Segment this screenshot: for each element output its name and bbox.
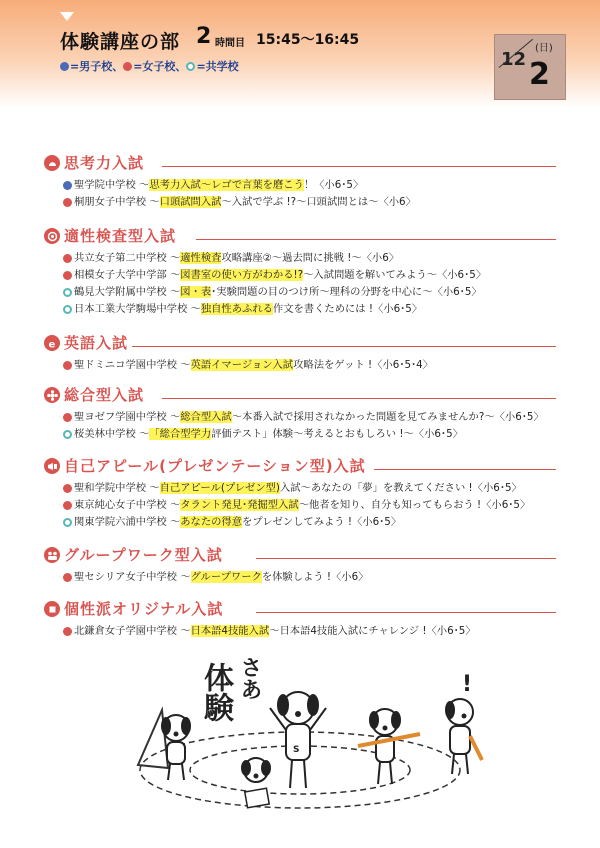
session-text (62, 286, 482, 298)
section-title: 思考力入試 (64, 154, 145, 172)
month: 12 (501, 49, 527, 70)
coed-school-dot-icon (63, 305, 72, 314)
letter-e-icon (44, 335, 60, 351)
female-school-dot-icon (63, 254, 72, 263)
session-text (62, 499, 530, 511)
separator: 〜 (187, 303, 201, 315)
separator: 〜 (146, 196, 160, 208)
highlighted-topic: 口頭試問入試 (159, 196, 222, 208)
session-detail: ！〈小6･5〉 (303, 179, 364, 191)
female-school-dot-icon (123, 62, 132, 71)
day: 2 (529, 57, 550, 92)
section-3 (44, 332, 556, 374)
coed-school-ring-icon (186, 62, 195, 71)
megaphone-icon (44, 458, 60, 474)
school-name: 鶴見大学附属中学校 (74, 286, 167, 298)
section-rule (374, 469, 556, 470)
highlighted-topic: 独自性あふれる (200, 303, 273, 315)
session-row[interactable] (44, 497, 556, 514)
square-icon (44, 601, 60, 617)
session-text (62, 625, 476, 637)
section-5 (44, 455, 556, 531)
highlighted-topic: 自己アピール(プレゼン型) (159, 482, 280, 494)
coed-school-dot-icon (63, 430, 72, 439)
section-rule (196, 239, 556, 240)
school-name: 聖ドミニコ学園中学校 (74, 359, 177, 371)
session-row[interactable] (44, 177, 556, 194)
dog-bottom-writing-icon (241, 758, 271, 808)
section-rule (256, 612, 556, 613)
female-school-dot-icon (63, 484, 72, 493)
separator: 〜 (176, 359, 191, 371)
school-name: 共立女子第二中学校 (74, 252, 167, 264)
shirt-letter: S (293, 745, 300, 755)
school-name: 聖ヨゼフ学園中学校 (74, 411, 167, 423)
female-school-dot-icon (63, 413, 72, 422)
separator: 〜 (135, 428, 150, 440)
legend-male: =男子校、 (70, 60, 124, 73)
session-text (62, 571, 368, 583)
female-school-dot-icon (63, 198, 72, 207)
school-name: 聖セシリア女子中学校 (74, 571, 177, 583)
session-text (62, 196, 416, 208)
section-header (44, 152, 556, 174)
session-detail: ･実験問題の目のつけ所〜理科の分野を中心に〜〈小6･5〉 (211, 286, 482, 298)
session-row[interactable] (44, 284, 556, 301)
session-detail: 評価テスト」体験〜考えるとおもしろい !〜〈小6･5〉 (211, 428, 463, 440)
session-text (62, 269, 486, 281)
group-icon (44, 547, 60, 563)
session-detail: 攻略法をゲット !〈小6･5･4〉 (293, 359, 434, 371)
separator: 〜 (176, 625, 191, 637)
session-row[interactable] (44, 409, 556, 426)
legend-female: =女子校、 (133, 60, 187, 73)
svg-text:e: e (48, 339, 55, 349)
section-7 (44, 598, 556, 640)
highlighted-topic: 総合型入試 (180, 411, 232, 423)
period-number: 2 (196, 24, 212, 49)
section-header (44, 598, 556, 620)
section-rule (132, 346, 556, 347)
female-school-dot-icon (63, 627, 72, 636)
session-text (62, 179, 363, 191)
session-detail: 作文を書くためには !〈小6･5〉 (272, 303, 423, 315)
school-name: 桐朋女子中学校 (74, 196, 147, 208)
section-6 (44, 544, 556, 586)
school-name: 桜美林中学校 (74, 428, 136, 440)
separator: 〜 (166, 411, 181, 423)
session-detail: を体験しよう !〈小6〉 (261, 571, 369, 583)
male-school-dot-icon (63, 181, 72, 190)
target-icon (44, 228, 60, 244)
session-row[interactable] (44, 250, 556, 267)
triangle-marker-icon (60, 12, 74, 21)
session-text (62, 428, 463, 440)
session-detail: 〜他者を知り、自分も知ってもらおう !〈小6･5〉 (298, 499, 531, 511)
section-rule (162, 398, 556, 399)
school-name: 相模女子大学中学部 (74, 269, 167, 281)
dog-far-right-icon (445, 699, 482, 774)
section-4 (44, 384, 556, 443)
legend-coed: =共学校 (196, 60, 239, 73)
section-title: 自己アピール(プレゼンテーション型)入試 (64, 457, 366, 475)
header-band (0, 0, 600, 108)
highlighted-topic: 思考力入試〜レゴで言葉を磨こう (149, 179, 304, 191)
time-range: 15:45〜16:45 (256, 32, 360, 48)
separator: 〜 (166, 516, 181, 528)
school-name: 東京純心女子中学校 (74, 499, 167, 511)
female-school-dot-icon (63, 271, 72, 280)
school-name: 聖和学院中学校 (74, 482, 147, 494)
session-row[interactable] (44, 301, 556, 318)
school-name: 関東学院六浦中学校 (74, 516, 167, 528)
session-row[interactable] (44, 267, 556, 284)
session-detail: 〜本番入試で採用されなかった問題を見てみませんか?〜〈小6･5〉 (231, 411, 544, 423)
section-title: グループワーク型入試 (64, 546, 223, 564)
highlighted-topic: グループワーク (190, 571, 262, 583)
highlighted-topic: タラント発見･発掘型入試 (180, 499, 299, 511)
period-label: 時間目 (215, 38, 245, 49)
highlighted-topic: 「総合型学力 (149, 428, 212, 440)
female-school-dot-icon (63, 573, 72, 582)
session-list (44, 569, 556, 586)
dogs-drawing (120, 650, 520, 840)
page-title: 体験講座の部 (60, 31, 181, 53)
highlighted-topic: 図書室の使い方がわかる!? (180, 269, 304, 281)
section-title: 適性検査型入試 (64, 227, 177, 245)
separator: 〜 (166, 286, 181, 298)
session-detail: 〜入試で学ぶ !?〜口頭試問とは〜〈小6〉 (221, 196, 416, 208)
dog-right-pencil-icon (358, 709, 420, 784)
school-name: 聖学院中学校 (74, 179, 136, 191)
brain-icon (44, 155, 60, 171)
male-school-dot-icon (60, 62, 69, 71)
session-text (62, 252, 399, 264)
female-school-dot-icon (63, 361, 72, 370)
dogs-illustration (120, 650, 520, 840)
school-name: 北鎌倉女子学園中学校 (74, 625, 177, 637)
session-text (62, 303, 422, 315)
small-text: さあ (237, 656, 262, 700)
separator: 〜 (166, 269, 181, 281)
session-detail: 〜入試問題を解いてみよう〜〈小6･5〉 (303, 269, 487, 281)
coed-school-dot-icon (63, 518, 72, 527)
separator: 〜 (176, 571, 191, 583)
section-title: 個性派オリジナル入試 (64, 600, 224, 618)
session-row[interactable] (44, 426, 556, 443)
female-school-dot-icon (63, 501, 72, 510)
section-2 (44, 225, 556, 318)
session-list (44, 480, 556, 531)
session-detail: 攻略講座②〜過去問に挑戦 !〜〈小6〉 (221, 252, 400, 264)
section-1 (44, 152, 556, 211)
session-detail: をプレゼンしてみよう !〈小6･5〉 (242, 516, 402, 528)
big-text: 体験 (198, 662, 233, 722)
session-text (62, 482, 522, 494)
section-title: 総合型入試 (64, 386, 145, 404)
section-header (44, 332, 556, 354)
session-row[interactable] (44, 623, 556, 640)
section-header (44, 225, 556, 247)
session-row[interactable] (44, 569, 556, 586)
exclamation: ! (462, 672, 473, 697)
school-name: 日本工業大学駒場中学校 (74, 303, 188, 315)
session-list (44, 250, 556, 318)
session-row[interactable] (44, 357, 556, 374)
session-row[interactable] (44, 514, 556, 531)
section-rule (256, 558, 556, 559)
highlighted-topic: 英語イマージョン入試 (190, 359, 294, 371)
highlighted-topic: 日本語4技能入試 (190, 625, 270, 637)
flower-icon (44, 387, 60, 403)
separator: 〜 (135, 179, 150, 191)
section-rule (162, 166, 556, 167)
session-text (62, 411, 544, 423)
session-list (44, 409, 556, 443)
section-header (44, 455, 556, 477)
separator: 〜 (166, 252, 181, 264)
session-text (62, 516, 401, 528)
coed-school-dot-icon (63, 288, 72, 297)
session-list (44, 357, 556, 374)
highlighted-topic: 図・表 (180, 286, 212, 298)
session-detail: 入試〜あなたの「夢」を教えてください !〈小6･5〉 (279, 482, 522, 494)
weekday: (日) (535, 43, 553, 54)
date-box (494, 34, 566, 100)
section-title: 英語入試 (64, 334, 129, 352)
session-list (44, 623, 556, 640)
separator: 〜 (146, 482, 160, 494)
school-type-legend (60, 58, 239, 74)
session-row[interactable] (44, 194, 556, 211)
section-header (44, 384, 556, 406)
highlighted-topic: 適性検査 (180, 252, 222, 264)
session-text (62, 359, 433, 371)
dog-center-icon (270, 692, 326, 788)
highlighted-topic: あなたの得意 (180, 516, 243, 528)
section-header (44, 544, 556, 566)
session-list (44, 177, 556, 211)
session-detail: 〜日本語4技能入試にチャレンジ !〈小6･5〉 (269, 625, 476, 637)
separator: 〜 (166, 499, 181, 511)
session-row[interactable] (44, 480, 556, 497)
